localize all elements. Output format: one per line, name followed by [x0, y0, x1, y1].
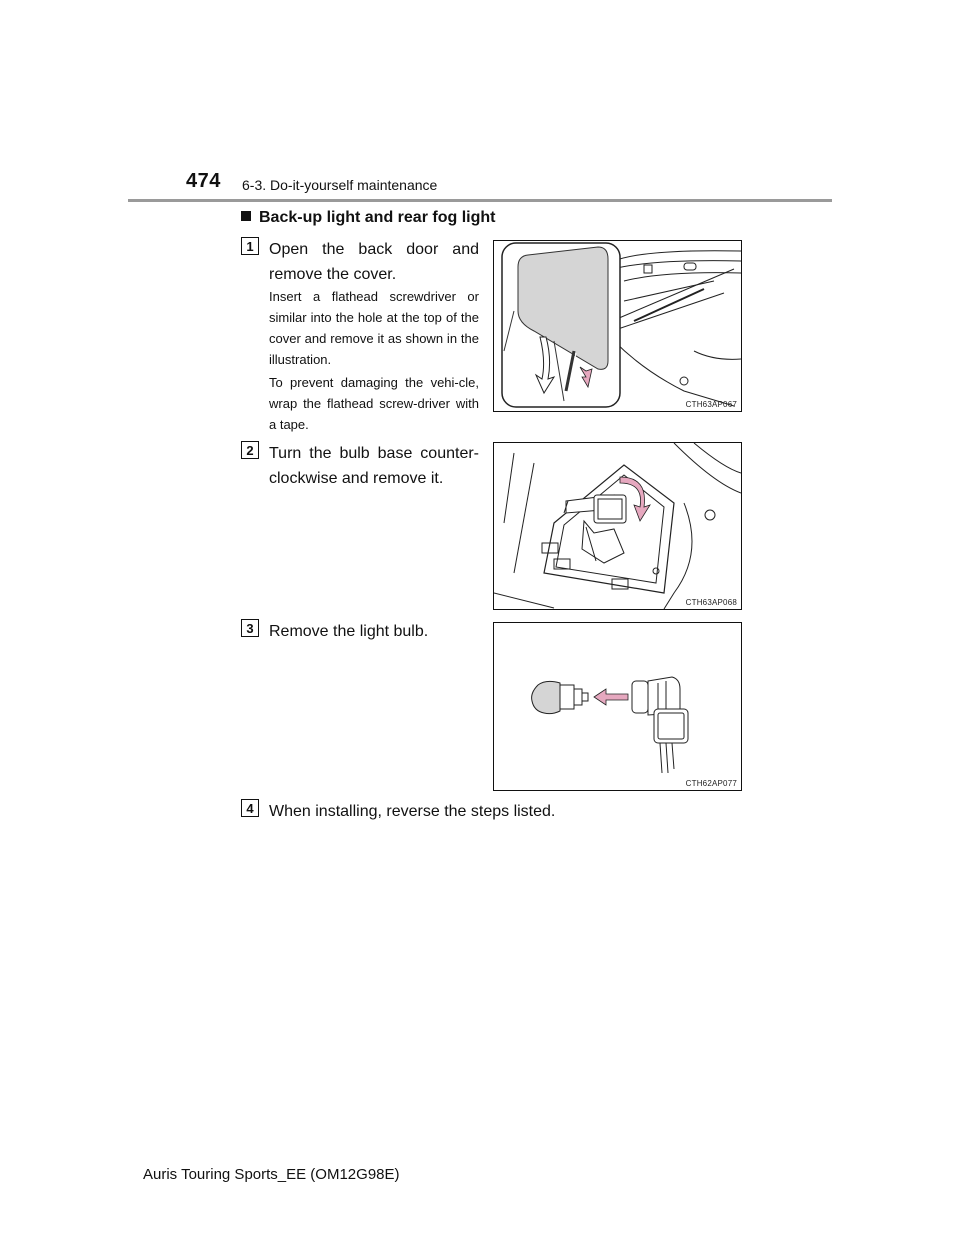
section-title: 6-3. Do-it-yourself maintenance — [242, 177, 438, 193]
step-4-text: When installing, reverse the steps listed. — [269, 803, 556, 820]
step-1-note-2: To prevent damaging the vehi-cle, wrap the flathead screw-driver with a tape. — [269, 375, 479, 432]
footer-model-code: Auris Touring Sports_EE (OM12G98E) — [143, 1166, 400, 1183]
square-bullet-icon — [241, 211, 251, 221]
step-1-text: Open the back door and remove the cover. — [269, 241, 479, 283]
step-1-note-1: Insert a flathead screwdriver or similar into the hole at the top of the cover and remove it as shown in the illustration. — [269, 289, 479, 367]
remove-bulb-illustration — [494, 623, 741, 790]
page-number: 474 — [186, 170, 221, 192]
step-2-text: Turn the bulb base counter-clockwise and remove it. — [269, 445, 479, 487]
cover-removal-illustration — [494, 241, 741, 411]
step-number-3: 3 — [241, 619, 259, 637]
bulb-base-illustration — [494, 443, 741, 609]
subheading — [241, 209, 495, 227]
figure-code: CTH63AP067 — [685, 400, 737, 409]
header-rule — [128, 199, 832, 202]
step-number-4: 4 — [241, 799, 259, 817]
figure-code: CTH63AP068 — [685, 598, 737, 607]
subheading-text: Back-up light and rear fog light — [259, 209, 496, 226]
step-3-text: Remove the light bulb. — [269, 623, 429, 640]
figure-remove-bulb — [493, 622, 742, 791]
figure-bulb-base — [493, 442, 742, 610]
step-number-1: 1 — [241, 237, 259, 255]
figure-code: CTH62AP077 — [685, 779, 737, 788]
figure-open-back-door — [493, 240, 742, 412]
step-number-2: 2 — [241, 441, 259, 459]
